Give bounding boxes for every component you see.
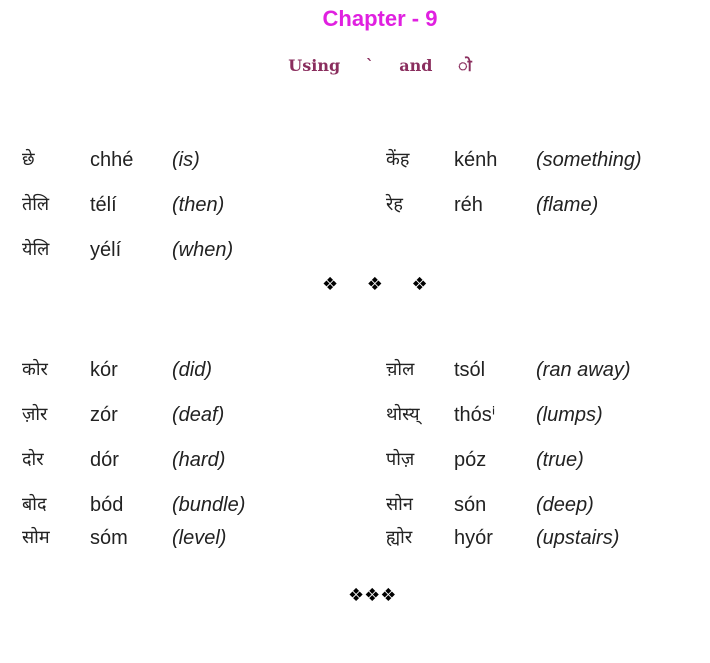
romanized-word: kénh xyxy=(454,149,498,171)
section-separator: ❖❖❖ xyxy=(348,585,397,606)
romanized-word: zór xyxy=(90,404,118,426)
romanized-word: són xyxy=(454,494,487,516)
devanagari-word: कोर xyxy=(22,359,48,380)
subtitle-using: Using xyxy=(288,56,341,75)
devanagari-word: थोस्य् xyxy=(386,404,420,425)
devanagari-word: केंह xyxy=(386,149,410,170)
romanized-word: hyór xyxy=(454,527,493,549)
english-meaning: (deaf) xyxy=(172,404,225,426)
devanagari-word: सोन xyxy=(386,494,413,515)
romanized-word: thósⁱ xyxy=(454,404,496,426)
english-meaning: (upstairs) xyxy=(536,527,620,549)
english-meaning: (then) xyxy=(172,194,225,216)
section-separator: ❖ ❖ ❖ xyxy=(322,274,428,295)
english-meaning: (level) xyxy=(172,527,227,549)
english-meaning: (is) xyxy=(172,149,200,171)
devanagari-word: ह्योर xyxy=(386,527,413,548)
devanagari-word: ज़ोर xyxy=(22,404,48,425)
english-meaning: (hard) xyxy=(172,449,226,471)
romanized-word: yélí xyxy=(90,239,122,261)
devanagari-word: रेह xyxy=(386,194,403,215)
devanagari-word: पोज़ xyxy=(386,449,415,470)
english-meaning: (something) xyxy=(536,149,642,171)
chapter-subtitle xyxy=(0,54,710,76)
romanized-word: dór xyxy=(90,449,119,471)
devanagari-word: येलि xyxy=(22,239,50,260)
devanagari-word: छे xyxy=(22,149,35,170)
romanized-word: réh xyxy=(454,194,483,216)
romanized-word: télí xyxy=(90,194,117,216)
subtitle-mark-2: ो xyxy=(458,56,472,75)
devanagari-word: बोद xyxy=(22,494,47,515)
chapter-title: Chapter - 9 xyxy=(322,6,438,31)
romanized-word: bód xyxy=(90,494,124,516)
english-meaning: (true) xyxy=(536,449,584,471)
romanized-word: póz xyxy=(454,449,487,471)
english-meaning: (when) xyxy=(172,239,234,261)
devanagari-word: तेलि xyxy=(22,194,50,215)
english-meaning: (deep) xyxy=(536,494,594,516)
english-meaning: (flame) xyxy=(536,194,599,216)
romanized-word: sóm xyxy=(90,527,128,549)
devanagari-word: दोर xyxy=(22,449,44,470)
romanized-word: kór xyxy=(90,359,118,381)
english-meaning: (bundle) xyxy=(172,494,246,516)
devanagari-word: च़ोल xyxy=(386,359,415,380)
subtitle-and: and xyxy=(399,56,433,75)
romanized-word: chhé xyxy=(90,149,134,171)
english-meaning: (ran away) xyxy=(536,359,631,381)
subtitle-mark-1: ` xyxy=(365,56,374,75)
english-meaning: (did) xyxy=(172,359,213,381)
devanagari-word: सोम xyxy=(22,527,50,548)
romanized-word: tsól xyxy=(454,359,486,381)
english-meaning: (lumps) xyxy=(536,404,603,426)
